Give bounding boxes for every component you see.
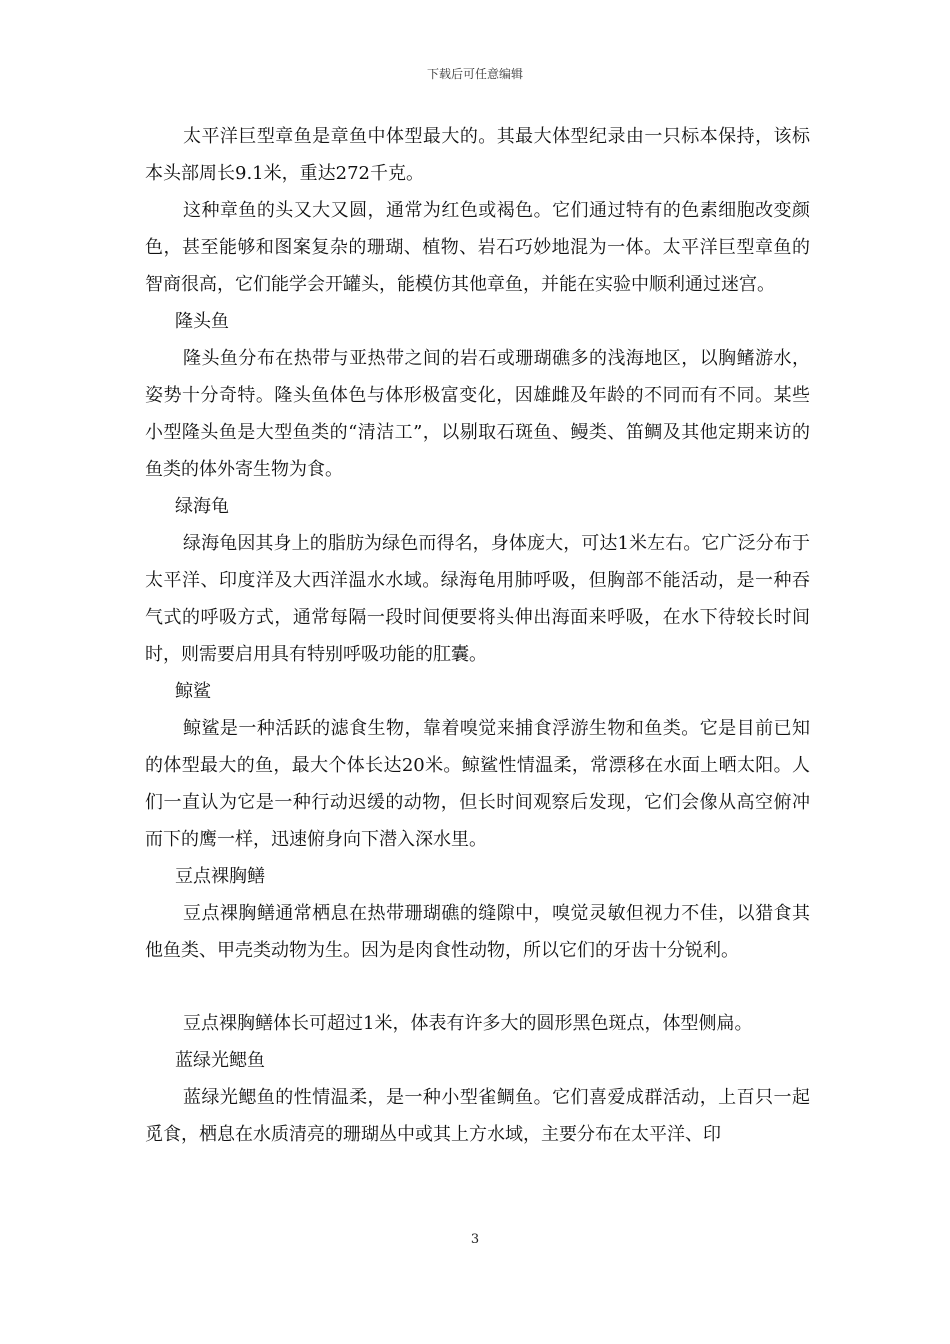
page-number: 3 [470, 1232, 480, 1247]
paragraph-wrasse: 隆头鱼分布在热带与亚热带之间的岩石或珊瑚礁多的浅海地区，以胸鳍游水，姿势十分奇特。隆头鱼体色与体形极富变化，因雄雌及年龄的不同而有不同。某些小型隆头鱼是大型鱼类的“清洁工”，以剔取石斑鱼、鳗类、笛鲷及其他定期来访的鱼类的体外寄生物为食。 [145, 348, 810, 480]
paragraph-octopus-appearance: 这种章鱼的头又大又圆，通常为红色或褐色。它们通过特有的色素细胞改变颜色，甚至能够和图案复杂的珊瑚、植物、岩石巧妙地混为一体。太平洋巨型章鱼的智商很高，它们能学会开罐头，能模仿其他章鱼，并能在实验中顺利通过迷宫。 [145, 200, 810, 295]
document-body [145, 118, 810, 1153]
section-heading-moray: 豆点裸胸鳝 [175, 866, 265, 887]
section-heading-whale-shark: 鲸鲨 [175, 681, 211, 702]
page-header: 下载后可任意编辑 [426, 67, 523, 81]
section-heading-chromis: 蓝绿光鳃鱼 [175, 1050, 265, 1071]
section-heading-green-turtle: 绿海龟 [175, 496, 229, 517]
paragraph-moray-habitat: 豆点裸胸鳝通常栖息在热带珊瑚礁的缝隙中，嗅觉灵敏但视力不佳，以猎食其他鱼类、甲壳类动物为生。因为是肉食性动物，所以它们的牙齿十分锐利。 [145, 903, 810, 961]
blank-line [145, 969, 810, 1005]
paragraph-moray-size: 豆点裸胸鳝体长可超过1米，体表有许多大的圆形黑色斑点，体型侧扁。 [183, 1013, 753, 1034]
paragraph-octopus-size: 太平洋巨型章鱼是章鱼中体型最大的。其最大体型纪录由一只标本保持，该标本头部周长9.1米，重达272千克。 [145, 126, 810, 184]
paragraph-green-turtle: 绿海龟因其身上的脂肪为绿色而得名，身体庞大，可达1米左右。它广泛分布于太平洋、印度洋及大西洋温水水域。绿海龟用肺呼吸，但胸部不能活动，是一种吞气式的呼吸方式，通常每隔一段时间便要将头伸出海面来呼吸，在水下待较长时间时，则需要启用具有特别呼吸功能的肛囊。 [145, 533, 810, 665]
paragraph-whale-shark: 鲸鲨是一种活跃的滤食生物，靠着嗅觉来捕食浮游生物和鱼类。它是目前已知的体型最大的鱼，最大个体长达20米。鲸鲨性情温柔，常漂移在水面上晒太阳。人们一直认为它是一种行动迟缓的动物，但长时间观察后发现，它们会像从高空俯冲而下的鹰一样，迅速俯身向下潜入深水里。 [145, 718, 810, 850]
section-heading-wrasse: 隆头鱼 [175, 311, 229, 332]
paragraph-chromis: 蓝绿光鳃鱼的性情温柔，是一种小型雀鲷鱼。它们喜爱成群活动，上百只一起觅食，栖息在水质清亮的珊瑚丛中或其上方水域，主要分布在太平洋、印 [145, 1087, 810, 1145]
